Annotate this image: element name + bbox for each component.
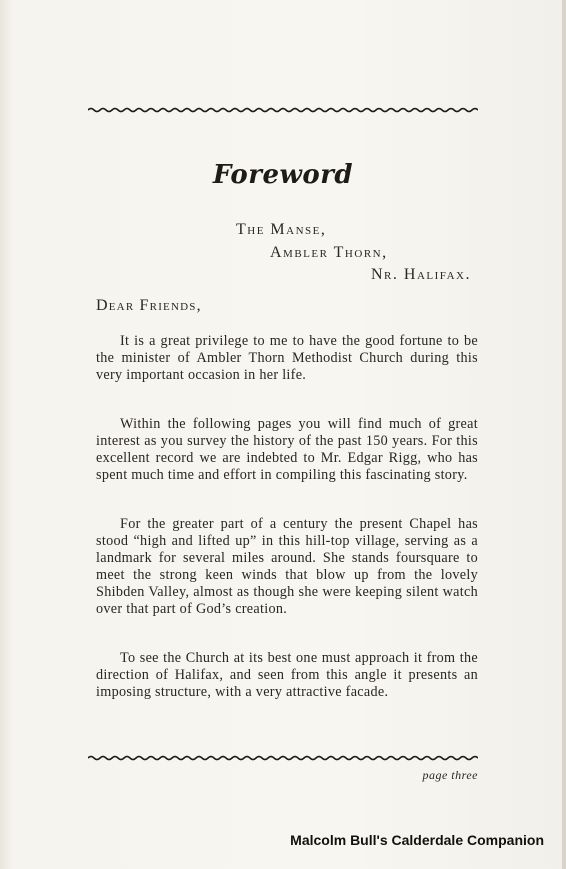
salutation: Dear Friends, xyxy=(96,297,202,314)
paragraph-1: It is a great privilege to me to have the good fortune to be the minister of Ambler Thorn Methodist Church during this very important occasion in her life. xyxy=(96,333,478,383)
address-line-1: The Manse, xyxy=(236,221,327,238)
top-decorative-rule xyxy=(88,106,478,114)
page-number: page three xyxy=(422,768,478,782)
watermark-caption: Malcolm Bull's Calderdale Companion xyxy=(290,832,544,848)
address-line-3: Nr. Halifax. xyxy=(371,266,471,283)
page-title: Foreword xyxy=(212,160,354,190)
paragraph-4: To see the Church at its best one must approach it from the direction of Halifax, and seen from this angle it presents an imposing structure, with a very attractive facade. xyxy=(96,650,478,700)
paragraph-2: Within the following pages you will find much of great interest as you survey the history of the past 150 years. For this excellent record we are indebted to Mr. Edgar Rigg, who has spent much time and effort in compiling this fascinating story. xyxy=(96,416,478,483)
bottom-decorative-rule xyxy=(88,754,478,762)
paragraph-3: For the greater part of a century the present Chapel has stood “high and lifted up” in this hill-top village, serving as a landmark for several miles around. She stands foursquare to meet the strong keen winds that blow up from the lovely Shibden Valley, almost as though she were keeping silent watch over that part of God’s creation. xyxy=(96,516,478,617)
address-line-2: Ambler Thorn, xyxy=(270,244,388,261)
page-edge xyxy=(562,0,566,869)
